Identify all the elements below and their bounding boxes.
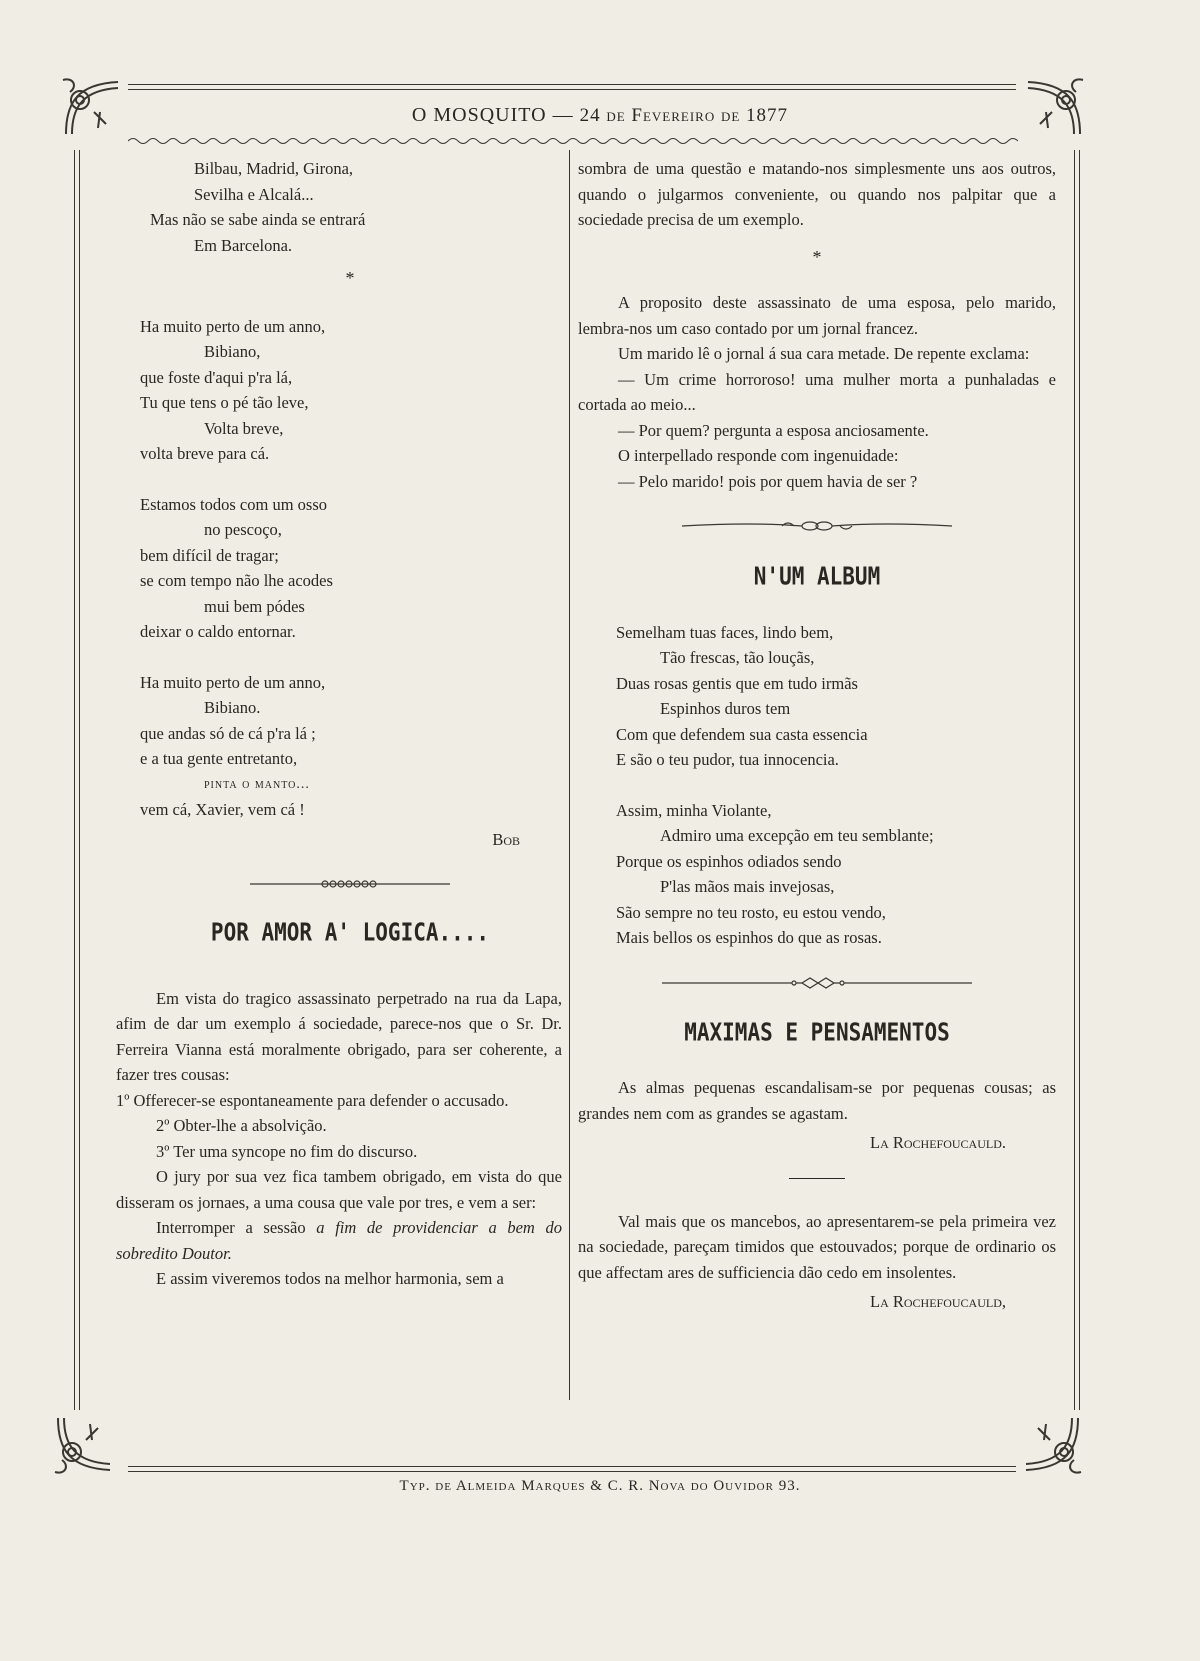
divider-ornament-icon bbox=[250, 878, 450, 890]
verse-line: deixar o caldo entornar. bbox=[140, 622, 296, 641]
verse-line: Semelham tuas faces, lindo bem, bbox=[616, 622, 834, 642]
paragraph: — Um crime horroroso! uma mulher morta a punhaladas e cortada ao meio... bbox=[578, 369, 1056, 414]
paragraph: O jury por sua vez fica tambem obrigado, em vista do que disseram os jornaes, a uma cousa que vale por tres, e vem a ser: bbox=[116, 1167, 562, 1212]
verse-line: mui bem pódes bbox=[204, 596, 305, 616]
verse-stanza bbox=[578, 798, 1056, 951]
article-body bbox=[578, 290, 1056, 494]
verse-stanza bbox=[140, 156, 560, 258]
list-item: 2º Obter-lhe a absolvição. bbox=[156, 1116, 327, 1135]
verse-line: se com tempo não lhe acodes bbox=[140, 571, 333, 590]
paragraph: Em vista do tragico assassinato perpetrado na rua da Lapa, afim de dar um exemplo á sociedade, parece-nos que o Sr. Dr. Ferreira Vianna está moralmente obrigado, para ser coherente, a fazer tres cousas: bbox=[116, 988, 562, 1084]
paragraph: Val mais que os mancebos, ao apresentarem-se pela primeira vez na sociedade, pareçam timidos que estouvados; porque de ordinario os que affectam ares de sufficiencia dão cedo em insolentes. bbox=[578, 1211, 1056, 1282]
verse-stanza bbox=[140, 492, 560, 645]
verse-stanza bbox=[578, 620, 1056, 773]
frame-top-line bbox=[128, 84, 1016, 85]
verse-line: E são o teu pudor, tua innocencia. bbox=[616, 750, 839, 769]
frame-left-line bbox=[74, 150, 75, 1410]
verse-line: Mas não se sabe ainda se entrará bbox=[150, 210, 366, 229]
corner-ornament-icon bbox=[58, 72, 128, 142]
article-body bbox=[578, 1209, 1056, 1286]
verse-line: Em Barcelona. bbox=[194, 235, 293, 255]
paragraph: Um marido lê o jornal á sua cara metade. De repente exclama: bbox=[618, 344, 1030, 363]
verse-line: Ha muito perto de um anno, bbox=[140, 672, 326, 692]
verse-line: volta breve para cá. bbox=[140, 444, 270, 463]
verse-line: Com que defendem sua casta essencia bbox=[616, 724, 868, 744]
frame-top-line-2 bbox=[128, 89, 1016, 90]
verse-line: no pescoço, bbox=[204, 520, 282, 539]
printer-imprint: Typ. de Almeida Marques & C. R. Nova do Ouvidor 93. bbox=[399, 1478, 801, 1494]
verse-line: vem cá, Xavier, vem cá ! bbox=[140, 800, 305, 819]
short-separator bbox=[789, 1178, 845, 1179]
verse-line: Admiro uma excepção em teu semblante; bbox=[660, 826, 934, 845]
column-divider bbox=[569, 150, 570, 1400]
divider-ornament-icon bbox=[662, 976, 972, 990]
section-star: * bbox=[345, 268, 355, 288]
verse-line: São sempre no teu rosto, eu estou vendo, bbox=[616, 902, 886, 922]
verse-line: Duas rosas gentis que em tudo irmãs bbox=[616, 673, 858, 693]
list-item: 3º Ter uma syncope no fim do discurso. bbox=[156, 1141, 418, 1161]
signature-rochefoucauld: La Rochefoucauld, bbox=[869, 1292, 1006, 1311]
verse-line: e a tua gente entretanto, bbox=[140, 749, 298, 768]
frame-left-line-2 bbox=[79, 150, 80, 1410]
verse-line: P'las mãos mais invejosas, bbox=[660, 877, 835, 896]
article-body bbox=[116, 986, 562, 1292]
paragraph: O interpellado responde com ingenuidade: bbox=[618, 446, 899, 465]
wavy-rule bbox=[128, 136, 1018, 146]
verse-line: Assim, minha Violante, bbox=[616, 800, 772, 820]
signature-rochefoucauld: La Rochefoucauld. bbox=[869, 1133, 1006, 1152]
left-column bbox=[116, 156, 563, 1292]
paragraph: E assim viveremos todos na melhor harmonia, sem a bbox=[156, 1269, 504, 1288]
frame-right-line bbox=[1074, 150, 1075, 1410]
verse-line: Mais bellos os espinhos do que as rosas. bbox=[616, 928, 882, 947]
list-item: 1º Offerecer-se espontaneamente para defender o accusado. bbox=[116, 1090, 509, 1110]
verse-line: Tão frescas, tão louçãs, bbox=[660, 648, 815, 667]
paragraph: As almas pequenas escandalisam-se por pequenas cousas; as grandes nem com as grandes se agastam. bbox=[578, 1078, 1056, 1123]
paragraph-italic: a fim de providenciar a bem do sobredito Doutor. bbox=[116, 1218, 563, 1263]
article-heading: POR AMOR A' LOGICA.... bbox=[210, 917, 490, 947]
article-heading: N'UM ALBUM bbox=[753, 561, 881, 591]
verse-line: Estamos todos com um osso bbox=[140, 494, 328, 514]
paragraph bbox=[116, 1215, 562, 1266]
paragraph: A proposito deste assassinato de uma esposa, pelo marido, lembra-nos um caso contado por um jornal francez. bbox=[578, 293, 1056, 338]
frame-bottom-line-2 bbox=[128, 1471, 1016, 1472]
verse-line: que andas só de cá p'ra lá ; bbox=[140, 723, 316, 743]
verse-line: Sevilha e Alcalá... bbox=[194, 184, 314, 204]
verse-line: Tu que tens o pé tão leve, bbox=[140, 393, 309, 412]
verse-line: pinta o manto... bbox=[204, 776, 310, 792]
verse-line: bem difícil de tragar; bbox=[140, 545, 279, 565]
verse-line: Bilbau, Madrid, Girona, bbox=[194, 159, 354, 178]
verse-line: Volta breve, bbox=[204, 418, 284, 438]
frame-bottom-line bbox=[128, 1466, 1016, 1467]
article-body bbox=[578, 156, 1056, 233]
header-dash: — bbox=[552, 104, 574, 126]
section-star: * bbox=[812, 246, 822, 267]
corner-ornament-icon bbox=[1016, 1410, 1086, 1480]
verse-stanza bbox=[140, 670, 560, 823]
article-body bbox=[578, 1075, 1056, 1126]
issue-date: 24 de Fevereiro de 1877 bbox=[579, 105, 789, 126]
verse-line: que foste d'aqui p'ra lá, bbox=[140, 367, 293, 387]
right-column bbox=[578, 156, 1056, 1323]
paragraph-text: Interromper a sessão bbox=[156, 1218, 306, 1237]
divider-ornament-icon bbox=[682, 518, 952, 534]
newspaper-title: O MOSQUITO bbox=[411, 104, 547, 126]
verse-stanza bbox=[140, 314, 560, 467]
verse-line: Ha muito perto de um anno, bbox=[140, 316, 326, 336]
verse-line: Bibiano. bbox=[204, 698, 261, 717]
verse-line: Porque os espinhos odiados sendo bbox=[616, 851, 842, 871]
corner-ornament-icon bbox=[50, 1410, 120, 1480]
verse-line: Bibiano, bbox=[204, 342, 261, 361]
page-header bbox=[130, 104, 1070, 127]
verse-line: Espinhos duros tem bbox=[660, 699, 791, 718]
paragraph: sombra de uma questão e matando-nos simplesmente uns aos outros, quando o julgarmos conveniente, ou quando nos palpitar que a sociedade precisa de um exemplo. bbox=[578, 159, 1056, 229]
paragraph: — Pelo marido! pois por quem havia de ser ? bbox=[618, 471, 918, 491]
paragraph: — Por quem? pergunta a esposa anciosamente. bbox=[618, 420, 929, 440]
article-heading: MAXIMAS E PENSAMENTOS bbox=[684, 1016, 950, 1046]
signature-bob: Bob bbox=[492, 829, 520, 849]
frame-right-line-2 bbox=[1079, 150, 1080, 1410]
